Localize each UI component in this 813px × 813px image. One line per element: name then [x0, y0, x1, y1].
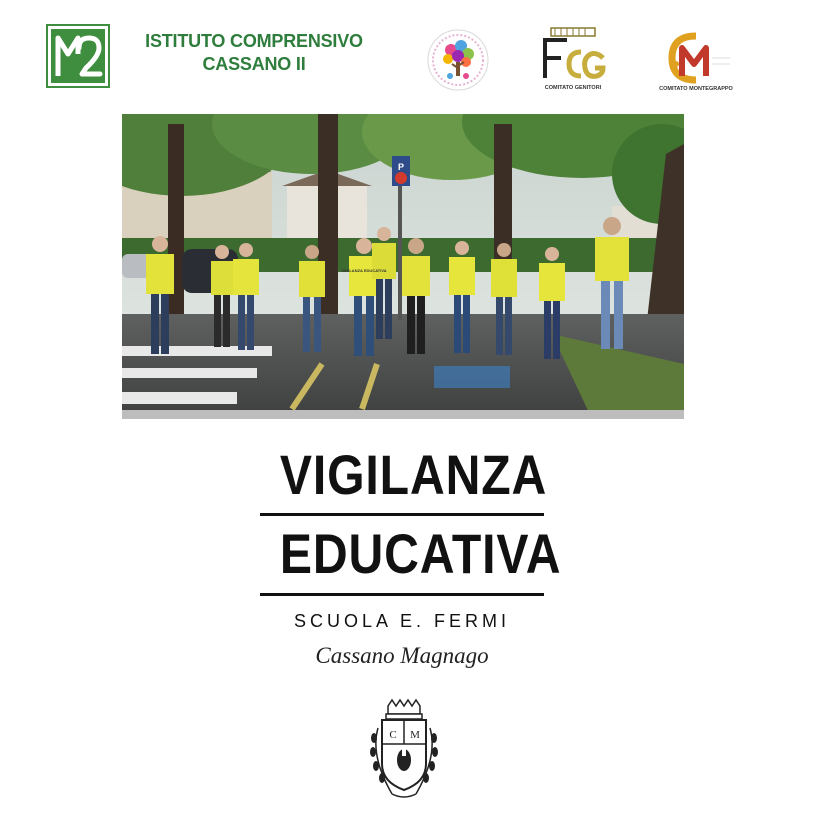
tree-icon [426, 28, 490, 92]
cm-caption: COMITATO MONTEGRAPPO [659, 86, 733, 92]
school-name-line2: CASSANO II [202, 54, 306, 74]
parking-sign-label: P [397, 162, 405, 172]
fcg-caption: COMITATO GENITORI [544, 85, 602, 91]
group-photo-icon [122, 114, 684, 419]
title-line-1: VIGILANZA [279, 443, 548, 506]
school-logo-icon [46, 24, 110, 88]
title-line-2: EDUCATIVA [279, 522, 562, 585]
title-divider-2 [260, 593, 544, 596]
vest-label: VIGILANZA EDUCATIVA [341, 268, 387, 273]
school-name [134, 30, 374, 76]
title-divider-1 [260, 513, 544, 516]
town-crest-icon [362, 698, 446, 802]
school-label: SCUOLA E. FERMI [293, 611, 511, 631]
town-label: Cassano Magnago [315, 643, 489, 668]
crest-letter-left: C [389, 729, 397, 741]
fcg-logo-icon [537, 26, 609, 92]
school-name-line1: ISTITUTO COMPRENSIVO [145, 31, 363, 51]
crest-letter-right: M [410, 729, 420, 741]
cm-logo-icon [650, 28, 742, 92]
school-logo-text: IC2 [62, 64, 78, 75]
